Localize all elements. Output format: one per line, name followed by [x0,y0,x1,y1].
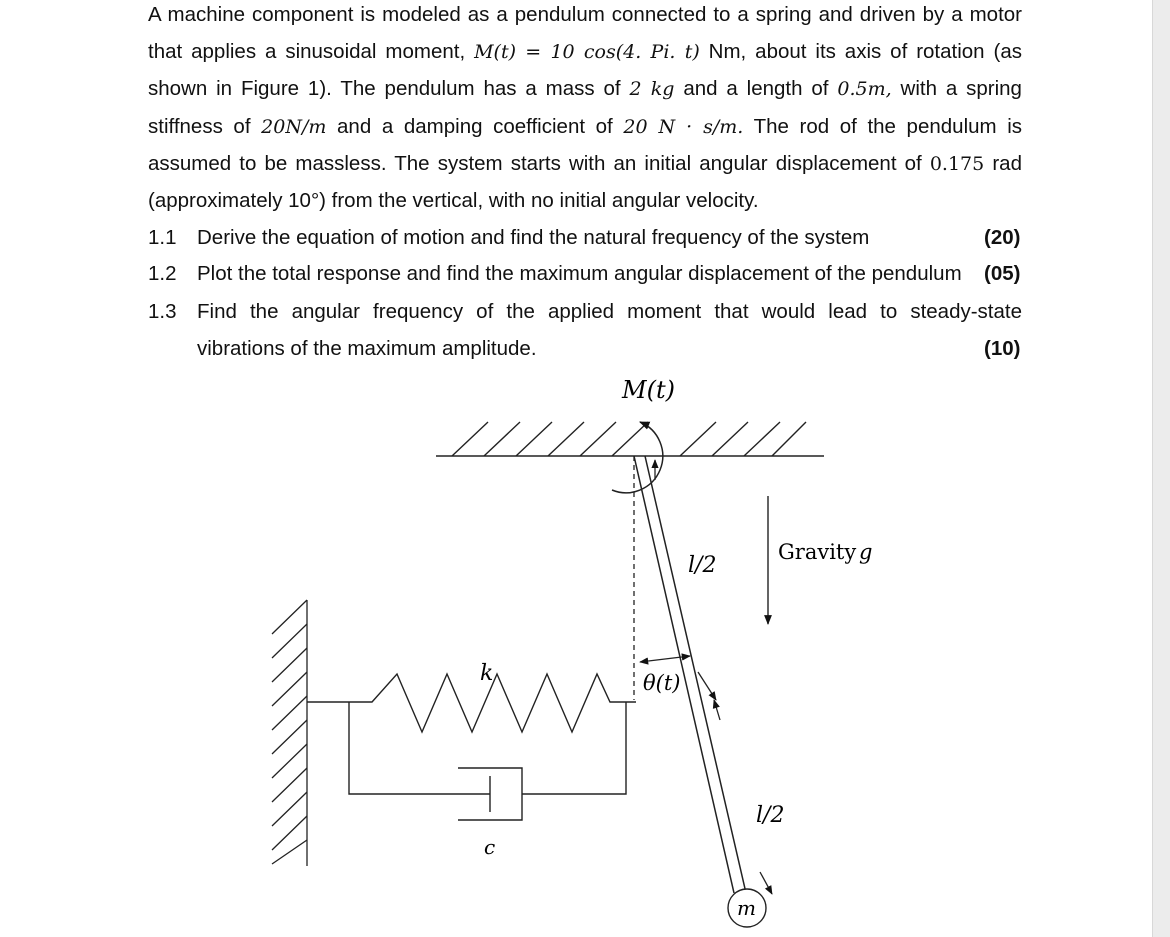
moment-label: M(t) [622,376,675,404]
damper-label: c [484,835,496,859]
question-2-marks: (05) [984,262,1021,285]
question-3-text-cont: vibrations of the maximum amplitude. [197,337,537,360]
intro-line-4: stiffness of 20N/m and a damping coefficient of 20 N · s/m. The rod of the pendulum is [148,115,1023,138]
angle-label: θ(t) [643,671,681,695]
wall-support [272,600,307,866]
intro-line-6: (approximately 10°) from the vertical, with no initial angular velocity. [148,189,759,212]
question-2-text: Plot the total response and find the maximum angular displacement of the pendulum [197,262,962,285]
spring [307,674,636,732]
question-2-number: 1.2 [148,262,177,285]
mass-label: m [737,896,756,920]
question-1-text: Derive the equation of motion and find the natural frequency of the system [197,226,870,249]
damper [349,702,626,820]
intro-line-3: shown in Figure 1). The pendulum has a mass of 2 kg and a length of 0.5m, with a spring [148,77,1022,100]
gravity-label: Gravity [778,540,857,564]
question-1-number: 1.1 [148,226,177,249]
half-length-top-label: l/2 [688,553,717,578]
ceiling-support [436,422,824,456]
gravity-symbol: g [859,540,873,564]
intro-line-1: A machine component is modeled as a pendulum connected to a spring and driven by a motor [148,3,1022,26]
dimension-arrow-bottom [760,872,772,894]
spring-label: k [480,661,494,686]
intro-line-2: that applies a sinusoidal moment, M(t) = 10 cos(4. Pi. t) Nm, about its axis of rotation (as [148,40,1022,63]
angle-arrow [640,656,690,662]
question-3-number: 1.3 [148,300,177,323]
intro-line-5: assumed to be massless. The system starts with an initial angular displacement of 0.175 rad [148,152,1022,175]
question-3-text: Find the angular frequency of the applied moment that would lead to steady-state [197,300,1022,323]
moment-equation: M(t) = 10 cos(4. Pi. t) [474,41,700,63]
dimension-arrow-middle [714,700,720,720]
question-1-marks: (20) [984,226,1021,249]
half-length-bottom-label: l/2 [756,803,785,828]
question-3-marks: (10) [984,337,1021,360]
